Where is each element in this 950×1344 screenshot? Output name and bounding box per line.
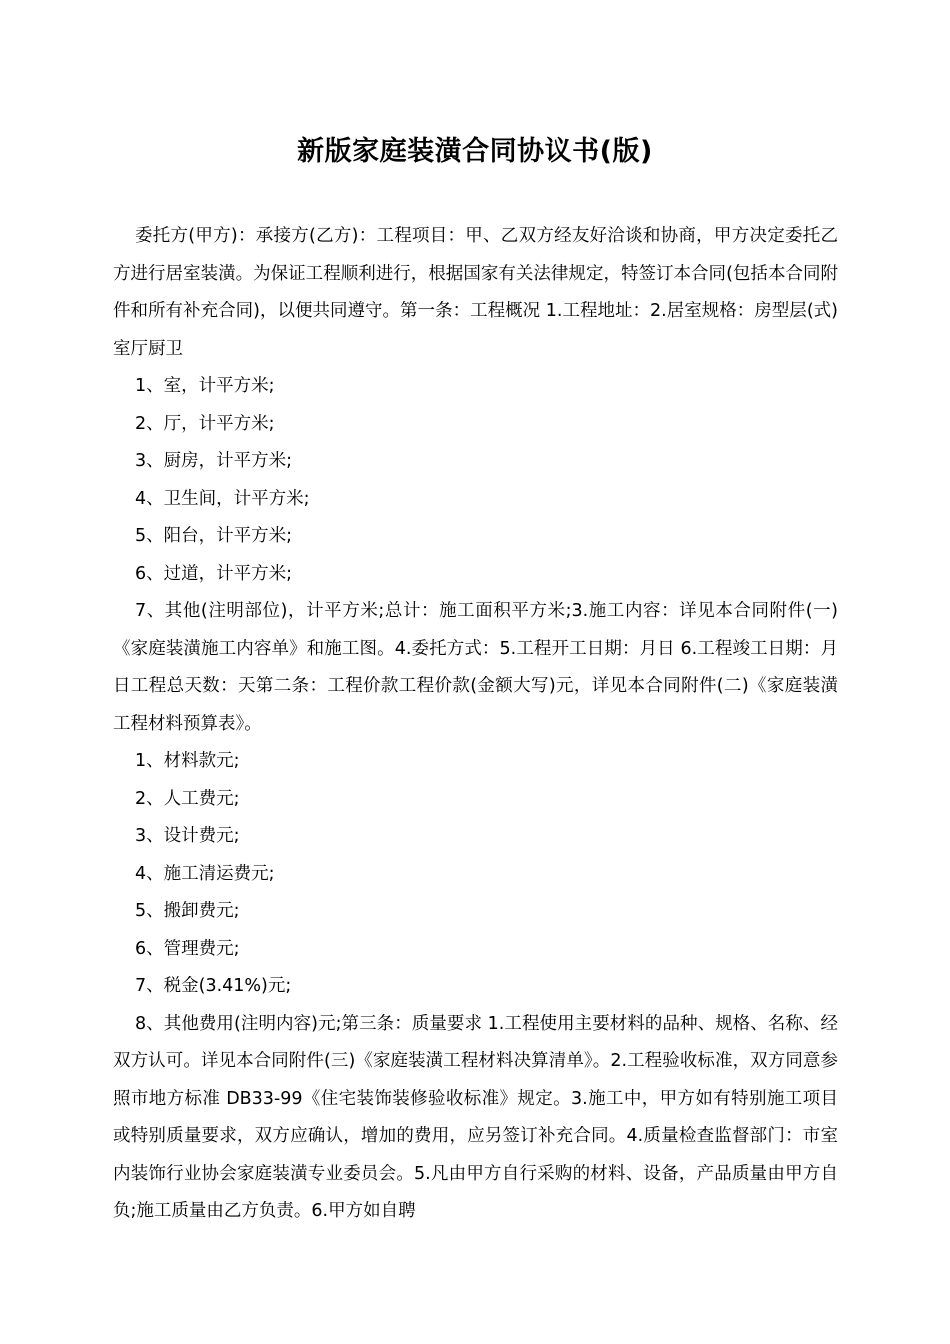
paragraph-article-three: 8、其他费用(注明内容)元;第三条：质量要求 1.工程使用主要材料的品种、规格、名称、经双方认可。详见本合同附件(三)《家庭装潢工程材料决算清单》。2.工程验收标准，双方同意参照市地方标准 DB33-99《住宅装饰装修验收标准》规定。3.施工中，甲方如有特别施工项目或特别质量要求，双方应确认，增加的费用，应另签订补充合同。4.质量检查监督部门：市室内装饰行业协会家庭装潢专业委员会。5.凡由甲方自行采购的材料、设备，产品质量由甲方自负;施工质量由乙方负责。6.甲方如自聘: [113, 1013, 838, 1221]
list-item: 3、厨房，计平方米;: [135, 451, 293, 471]
list-item: 3、设计费元;: [135, 826, 240, 846]
list-item: 1、材料款元;: [135, 751, 240, 771]
paragraph-intro: 委托方(甲方)：承接方(乙方)：工程项目：甲、乙双方经友好洽谈和协商，甲方决定委托乙方进行居室装潢。为保证工程顺利进行，根据国家有关法律规定，特签订本合同(包括本合同附件和所有补充合同)，以便共同遵守。第一条：工程概况 1.工程地址：2.居室规格：房型层(式)室厅厨卫: [113, 226, 838, 359]
list-item: 1、室，计平方米;: [135, 376, 275, 396]
document-body: [113, 218, 838, 1231]
paragraph-article-two: 7、其他(注明部位)，计平方米;总计：施工面积平方米;3.施工内容：详见本合同附件(一)《家庭装潢施工内容单》和施工图。4.委托方式：5.工程开工日期：月日 6.工程竣工日期：月日工程总天数：天第二条：工程价款工程价款(金额大写)元，详见本合同附件(二)《家庭装潢工程材料预算表》。: [113, 601, 838, 734]
list-item: 6、过道，计平方米;: [135, 563, 293, 584]
list-item: 6、管理费元;: [135, 938, 240, 959]
list-item: 4、施工清运费元;: [135, 863, 275, 884]
list-item: 2、人工费元;: [135, 788, 240, 809]
list-item: 5、阳台，计平方米;: [135, 526, 293, 546]
list-item: 2、厅，计平方米;: [135, 413, 275, 434]
list-item: 4、卫生间，计平方米;: [135, 488, 310, 509]
document-title: 新版家庭装潢合同协议书(版): [297, 136, 653, 167]
list-item: 7、税金(3.41%)元;: [135, 976, 292, 996]
list-item: 5、搬卸费元;: [135, 901, 240, 921]
